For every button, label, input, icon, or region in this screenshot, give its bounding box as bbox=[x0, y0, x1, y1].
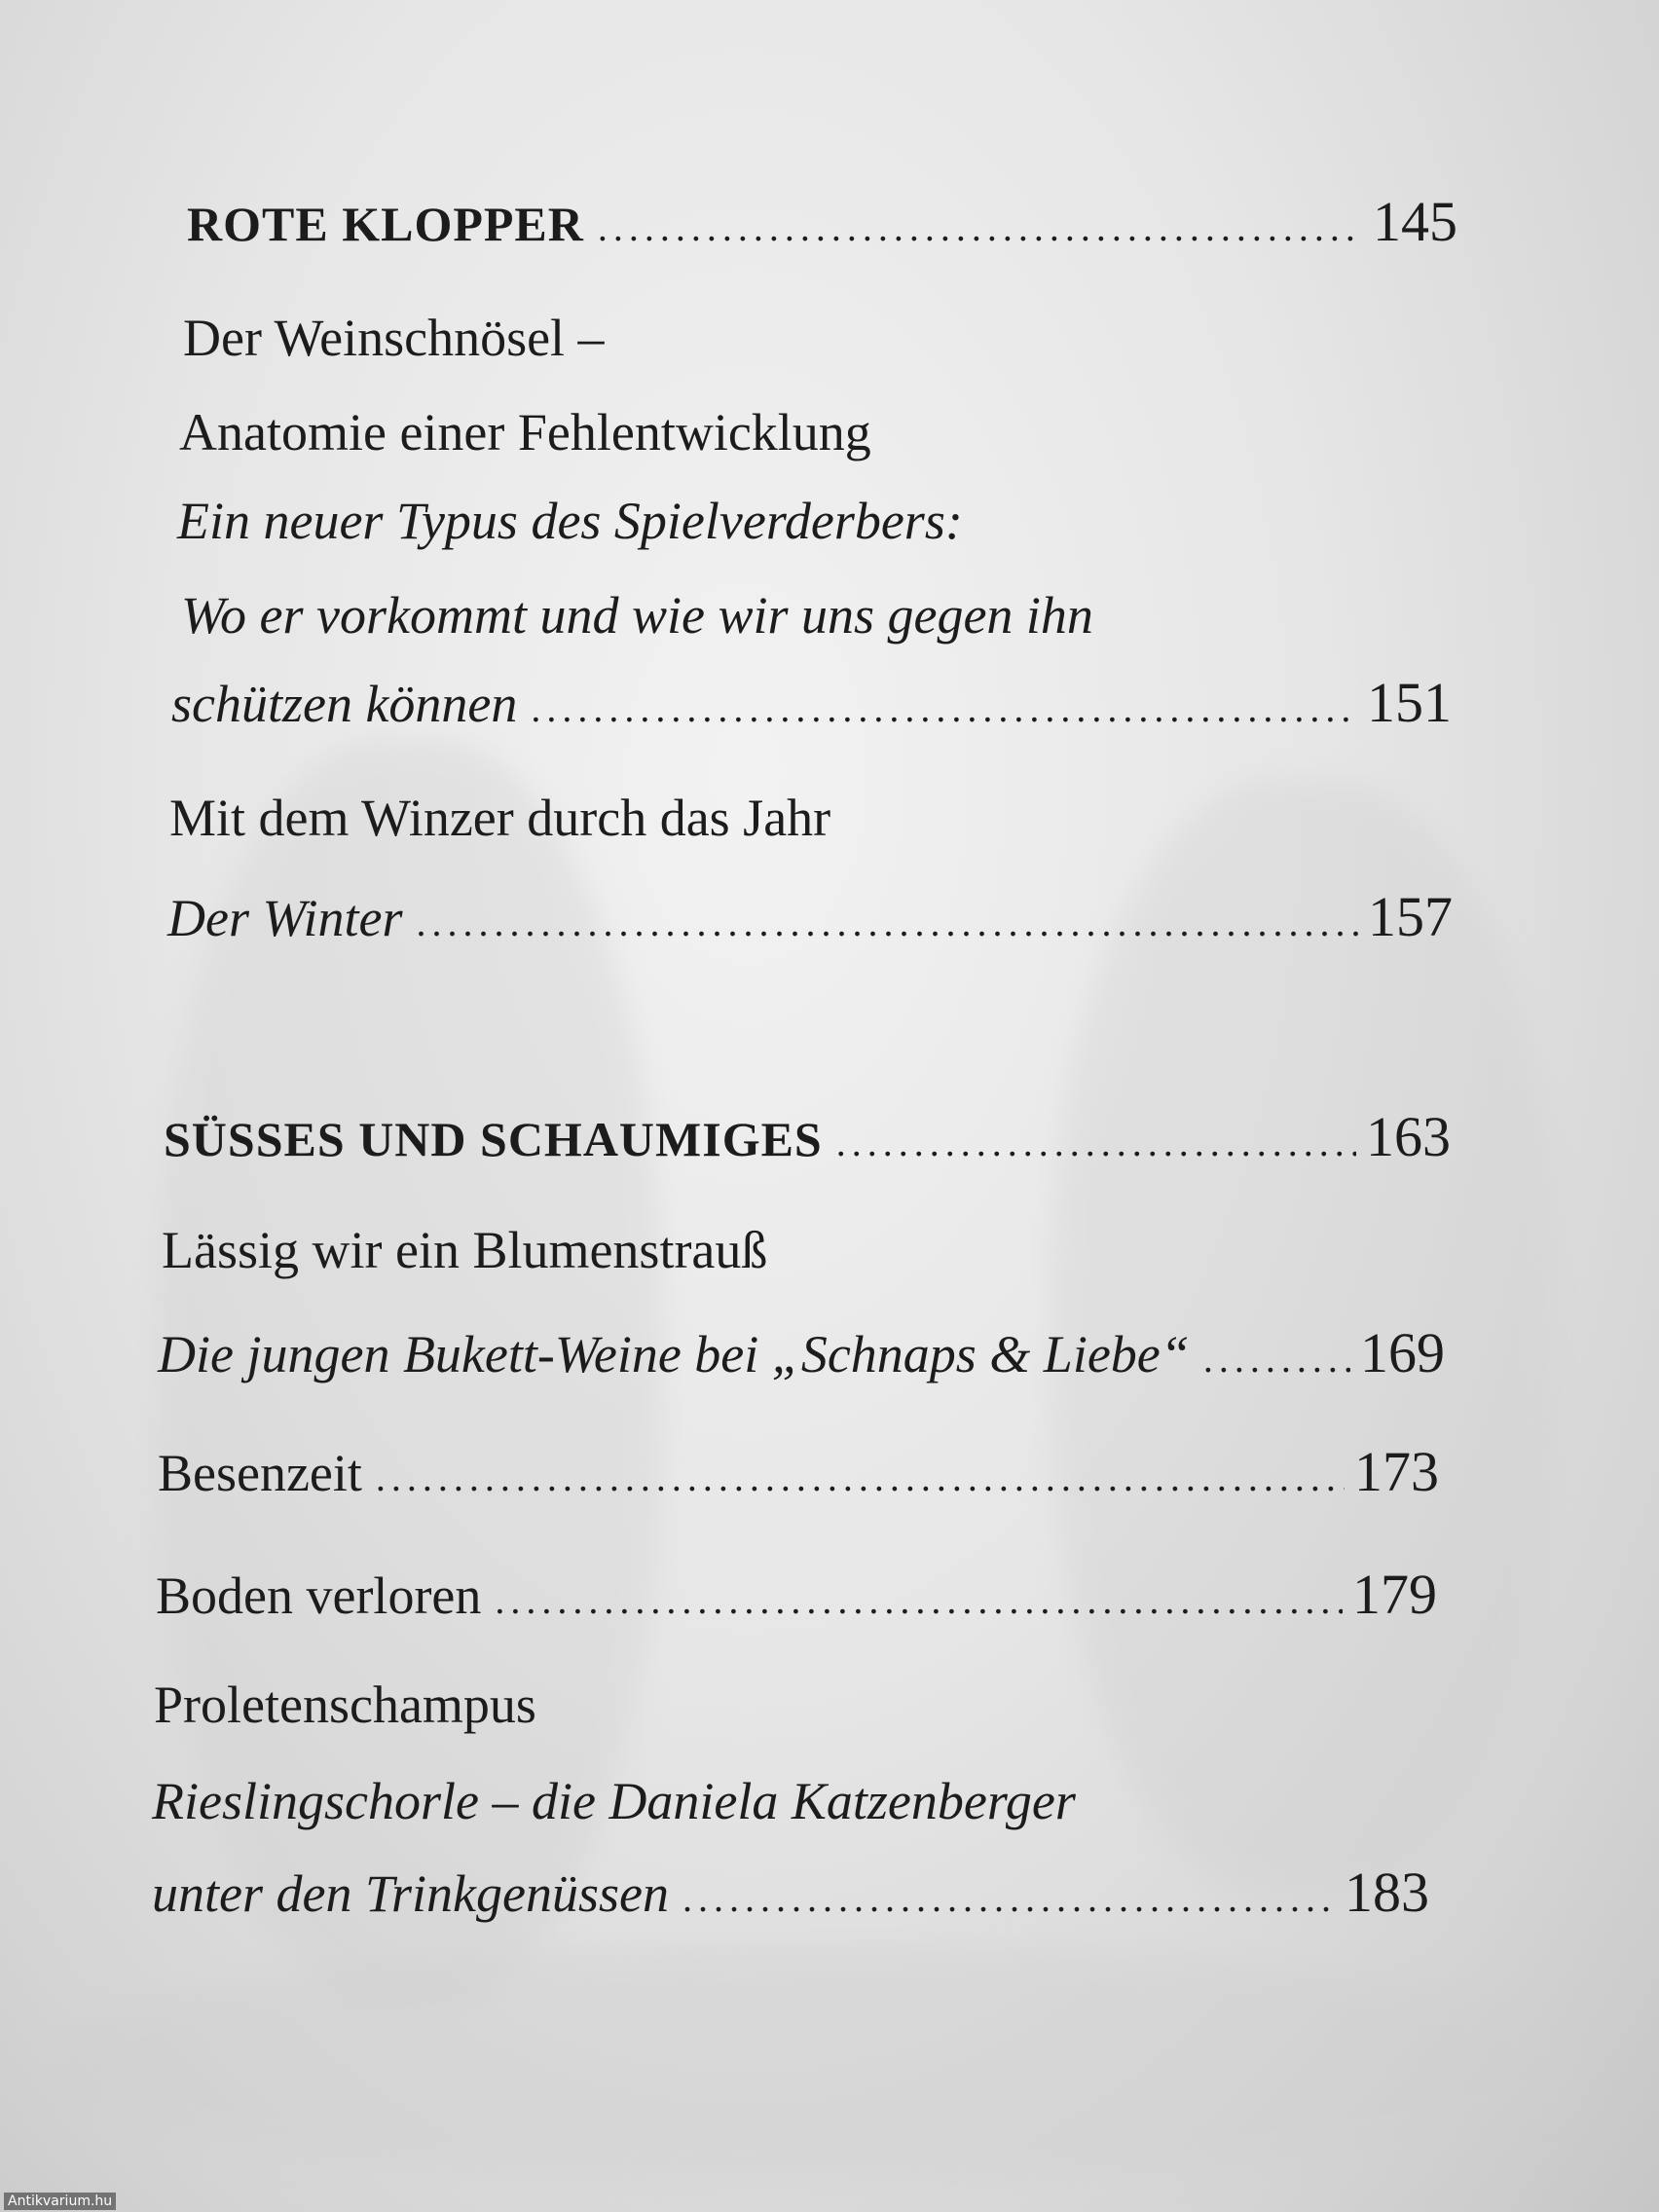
dot-leader bbox=[682, 1867, 1335, 1930]
toc-heading-text: ROTE KLOPPER bbox=[187, 197, 584, 251]
dot-leader bbox=[376, 1447, 1345, 1509]
dot-leader bbox=[495, 1569, 1343, 1632]
toc-page-number: 173 bbox=[1354, 1440, 1439, 1503]
toc-entry-title-line: Anatomie einer Fehlentwicklung bbox=[179, 403, 871, 461]
dot-leader bbox=[598, 197, 1363, 259]
toc-page-number: 169 bbox=[1360, 1321, 1445, 1384]
dot-leader bbox=[531, 678, 1357, 740]
toc-heading-suesses-und-schaumiges bbox=[164, 1106, 1451, 1174]
toc-page-number: 157 bbox=[1368, 885, 1453, 948]
toc-page-number: 183 bbox=[1345, 1861, 1429, 1924]
toc-entry-title-line: Mit dem Winzer durch das Jahr bbox=[169, 789, 831, 847]
toc-entry-subtitle-line: Rieslingschorle – die Daniela Katzenberger bbox=[152, 1772, 1076, 1830]
toc-page-number: 179 bbox=[1352, 1563, 1437, 1626]
toc-entry-blumenstrauss bbox=[158, 1322, 1445, 1390]
toc-entry-boden-verloren bbox=[156, 1564, 1437, 1632]
toc-entry-weinschnoesel bbox=[171, 672, 1452, 740]
toc-entry-subtitle-line: Ein neuer Typus des Spielverderbers: bbox=[177, 492, 963, 550]
toc-entry-subtitle-line: Wo er vorkommt und wie wir uns gegen ihn bbox=[181, 586, 1093, 645]
toc-entry-subtitle-line: unter den Trinkgenüssen bbox=[152, 1864, 669, 1923]
toc-entry-subtitle-line: Der Winter bbox=[167, 889, 403, 947]
toc-entry-winzer bbox=[167, 886, 1453, 954]
toc-entry-subtitle-line: Die jungen Bukett-Weine bei „Schnaps & Liebe“ bbox=[158, 1325, 1190, 1383]
toc-page-number: 145 bbox=[1373, 190, 1457, 253]
toc-entry-besenzeit bbox=[158, 1441, 1439, 1509]
toc-heading-text: SÜSSES UND SCHAUMIGES bbox=[164, 1112, 823, 1166]
toc-entry-title-line: Der Weinschnösel – bbox=[183, 309, 605, 367]
toc-entry-subtitle-line: schützen können bbox=[171, 675, 518, 733]
toc-entry-proletenschampus bbox=[152, 1862, 1429, 1930]
toc-entry-title-line: Proletenschampus bbox=[154, 1676, 536, 1734]
toc-entry-title-line: Lässig wir ein Blumenstrauß bbox=[162, 1221, 768, 1279]
toc-page-number: 151 bbox=[1367, 671, 1452, 734]
dot-leader bbox=[416, 892, 1358, 954]
toc-page-number: 163 bbox=[1366, 1105, 1451, 1168]
dot-leader bbox=[836, 1112, 1356, 1174]
toc-heading-rote-klopper bbox=[187, 191, 1457, 259]
watermark-label: Antikvarium.hu bbox=[4, 2193, 116, 2210]
toc-entry-title-line: Besenzeit bbox=[158, 1444, 362, 1502]
toc-entry-title-line: Boden verloren bbox=[156, 1567, 482, 1625]
dot-leader bbox=[1203, 1328, 1350, 1390]
